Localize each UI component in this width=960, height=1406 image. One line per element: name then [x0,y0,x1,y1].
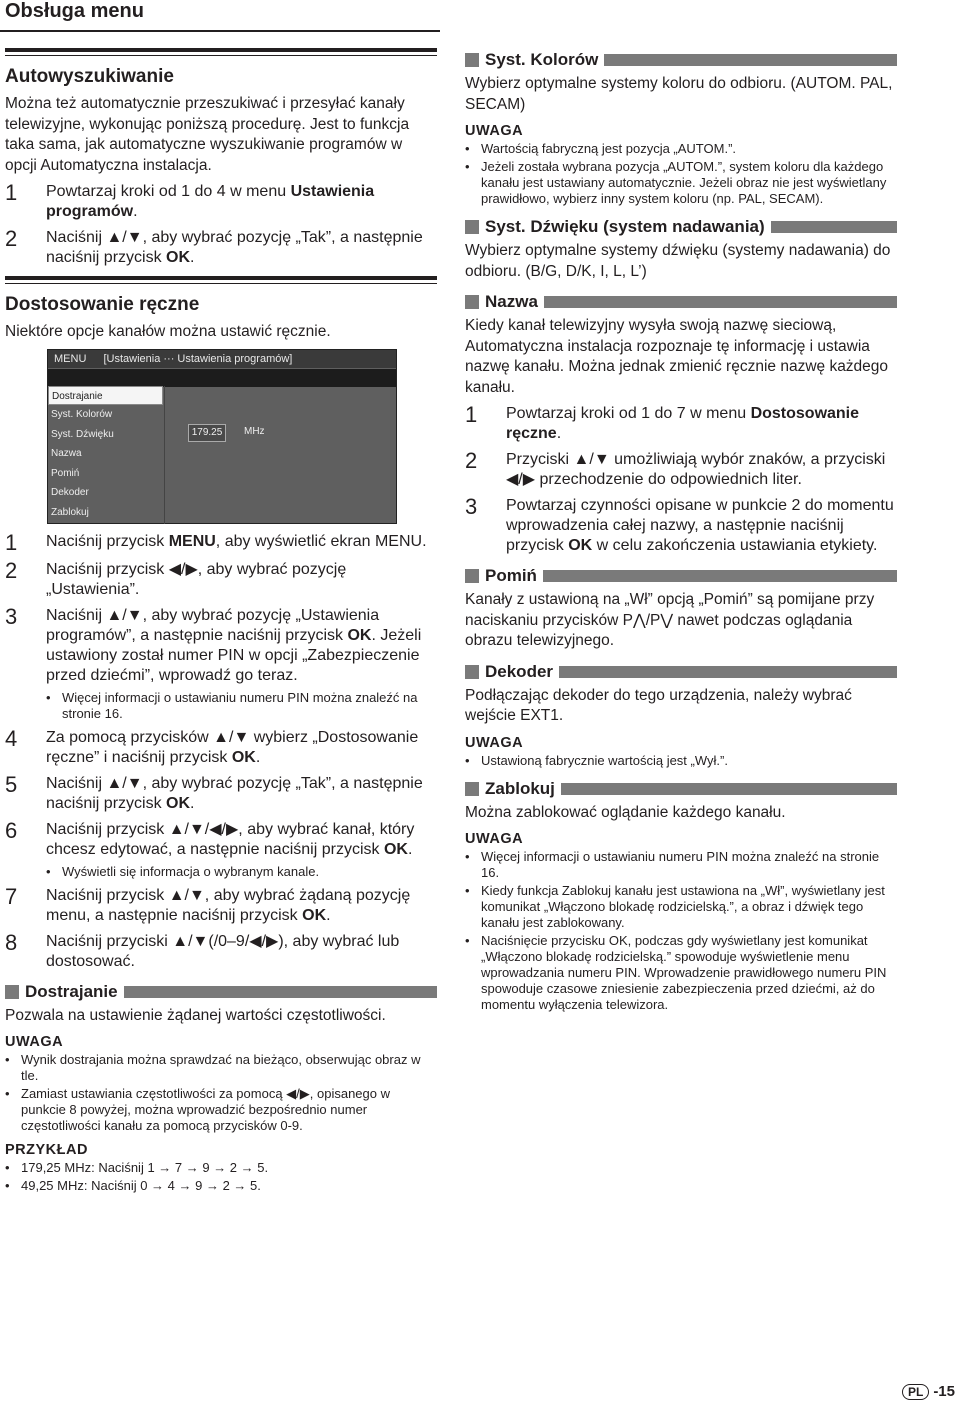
menu-header-band [48,369,396,387]
autowyszukiwanie-intro: Można też automatycznie przeszukiwać i przesyłać kanały telewizyjne, wykonując poniższą procedurę. Jest to funkcja taka sama, jak automatyczne wyszukiwanie programów w opcji Automatyczna instalacja. [5,95,410,174]
section-label: Pomiń [485,566,537,585]
section-label: Dekoder [485,661,554,681]
section-label: Syst. Dźwięku (system nadawania) [485,217,765,236]
step-bold: OK [383,840,408,858]
section-dostrajanie [5,982,437,1002]
autowyszukiwanie-steps [5,182,437,268]
section-rule [5,276,437,284]
step-number: 4 [5,725,18,751]
title-rule [0,30,440,32]
menu-divider [164,386,165,524]
nazwa-intro: Kiedy kanał telewizyjny wysyła swoją nazwę sieciową, Automatyczna instalacja rozpoznaje tę informację i ustawia nazwę kanału. Można jednak zmienić ręcznie nazwę każdego kanału. [465,317,889,396]
step-text: Naciśnij przycisk ◀/▶, aby wybrać pozycję „Ustawienia”. [46,560,347,598]
page-number-text: -15 [933,1383,955,1400]
step-number: 5 [5,771,18,797]
section-bar [561,783,897,795]
menu-item: Nazwa [51,448,82,459]
bullet-dot: • [5,1086,10,1101]
bullet-dot: • [5,1160,10,1175]
dzwiek-intro: Wybierz optymalne systemy dźwięku (systemy nadawania) do odbioru. (B/G, D/K, I, L, L’) [465,242,891,280]
section-square-icon [465,569,479,583]
zablokuj-notes [465,849,897,1013]
step-number: 1 [5,529,18,555]
menu-label: MENU [54,352,87,365]
note-heading: UWAGA [465,734,524,751]
note-text: Jeżeli została wybrana pozycja „AUTOM.”, system koloru dla każdego kanału jest ustawiany automatycznie. Jeżeli obraz nie jest wyświetlany prawidłowo, wybierz inny system koloru (np. PAL, SECAM). [481,159,887,206]
section-rule [5,48,437,56]
zablokuj-intro: Można zablokować oglądanie każdego kanału. [465,803,786,821]
section-bar [543,570,897,582]
step-bold: Dostosowanie ręczne [506,405,860,442]
note-heading: UWAGA [465,123,524,139]
step-item [5,725,437,768]
step-item [465,450,897,490]
step-bold: OK [347,626,372,644]
section-dekoder [465,662,897,682]
note-heading: UWAGA [5,1034,64,1050]
step-text: Powtarzaj kroki od 1 do 7 w menu Dostosowanie ręczne. [506,405,860,442]
bullet-dot: • [46,863,51,879]
bullet-dot: • [465,141,470,156]
section-bar [544,296,897,308]
step-number: 2 [5,557,18,583]
step-number: 2 [465,448,478,473]
step-number: 3 [5,603,18,629]
menu-item: Pomiń [51,467,80,479]
note-text: Wyświetli się informacja o wybranym kanale. [62,863,320,879]
step-text: Przyciski ▲/▼ umożliwiają wybór znaków, a przyciski ◀/▶ przechodzenie do odpowiednich liter. [506,451,886,488]
step-item [5,929,437,972]
dekoder-notes [465,753,897,769]
step-text: Naciśnij przyciski ▲/▼(/0–9/◀/▶), aby wybrać lub dostosować. [46,932,400,970]
frequency-unit: MHz [244,425,265,437]
section-square-icon [5,985,19,999]
step-bold: OK [166,794,191,812]
section-bar [771,221,897,233]
step-number: 8 [5,929,18,955]
step-text: Naciśnij ▲/▼, aby wybrać pozycję „Ustawienia programów”, a następnie naciśnij przycisk OK. Jeżeli ustawiony został numer PIN w opcji „Zabezpieczenie przed dziećmi”, wprowadź go teraz. [46,606,422,684]
note-text: Więcej informacji o ustawianiu numeru PIN można znaleźć na stronie 16. [481,849,880,880]
step-bold: OK [568,537,593,554]
note-text: Wartością fabryczną jest pozycja „AUTOM.”. [481,141,737,156]
step-bold: Ustawienia programów [46,183,375,220]
section-nazwa [465,292,897,312]
menu-item: Dostrajanie [48,386,163,406]
menu-top-bar [48,350,396,368]
page-title: Obsługa menu [5,0,144,22]
step-bold: OK [231,748,256,766]
step-item [5,771,437,814]
dekoder-intro: Podłączając dekoder do tego urządzenia, należy wybrać wejście EXT1. [465,686,852,724]
section-bar [124,986,437,998]
step-number: 1 [5,180,18,205]
step-bold: OK [302,906,327,924]
section-square-icon [465,782,479,796]
note-item [5,1086,437,1134]
note-item [465,159,897,207]
note-text: Wynik dostrajania można sprawdzać na bieżąco, obserwując obraz w tle. [21,1052,421,1083]
dostrajanie-notes [5,1052,437,1134]
bullet-dot: • [5,1178,10,1193]
left-column [5,48,437,1196]
section-pomin [465,566,897,586]
section-zablokuj [465,779,897,799]
note-item [5,1160,437,1176]
section-square-icon [465,53,479,67]
dostrajanie-examples [5,1160,437,1194]
step-item [5,228,437,268]
section-heading-autowyszukiwanie: Autowyszukiwanie [5,66,174,87]
note-text: Więcej informacji o ustawianiu numeru PIN można znaleźć na stronie 16. [62,689,418,721]
step-bold: MENU [168,532,216,550]
step-text: Naciśnij ▲/▼, aby wybrać pozycję „Tak”, a następnie naciśnij przycisk OK. [46,229,423,266]
step-item [5,182,437,222]
section-heading-dostosowanie: Dostosowanie ręczne [5,294,200,315]
section-label: Syst. Kolorów [485,50,599,69]
tv-menu-screenshot [47,349,397,524]
page-number [902,1383,955,1400]
note-item [465,141,897,157]
dostrajanie-intro: Pozwala na ustawienie żądanej wartości częstotliwości. [5,1006,386,1024]
kolory-intro: Wybierz optymalne systemy koloru do odbioru. (AUTOM. PAL, SECAM) [465,75,893,113]
step-note [5,690,437,722]
menu-item-list [48,386,163,523]
step-note [5,864,437,880]
section-kolory [465,50,897,70]
nazwa-steps [465,404,897,556]
step-item [465,404,897,444]
kolory-notes [465,141,897,207]
note-item [465,883,897,931]
menu-item: Syst. Dźwięku [51,428,114,440]
frequency-value: 179.25 [188,424,226,442]
bullet-dot: • [465,159,470,174]
step-item [465,496,897,556]
bullet-dot: • [465,883,470,898]
note-item [465,753,897,769]
dostosowanie-intro: Niektóre opcje kanałów można ustawić ręcznie. [5,323,331,340]
language-badge: PL [902,1384,929,1400]
bullet-dot: • [465,752,470,768]
note-heading: UWAGA [465,831,524,847]
section-label: Dostrajanie [25,981,118,1001]
section-bar [559,666,897,678]
menu-item: Dekoder [51,487,89,498]
note-text: Ustawioną fabrycznie wartością jest „Wył.”. [481,752,728,768]
note-item [465,933,897,1013]
section-label: Zablokuj [485,778,555,798]
dostosowanie-steps [5,529,437,972]
note-item [5,1052,437,1084]
step-number: 7 [5,883,18,909]
step-text: Powtarzaj czynności opisane w punkcie 2 do momentu wprowadzenia całej nazwy, a następnie naciśnij przycisk OK w celu zakończenia ustawiania etykiety. [506,497,894,554]
menu-item: Syst. Kolorów [51,409,113,420]
note-item [5,1178,437,1194]
step-item [5,883,437,926]
section-label: Nazwa [485,292,538,311]
step-text: Naciśnij przycisk MENU, aby wyświetlić ekran MENU. [46,532,427,550]
pomin-intro: Kanały z ustawioną na „Wł” opcją „Pomiń” są pomijane przy naciskaniu przycisków P⋀/P⋁ nawet podczas oglądania obrazu telewizyjnego. [465,591,875,649]
step-number: 2 [5,226,18,251]
step-text: Powtarzaj kroki od 1 do 4 w menu Ustawienia programów. [46,183,375,220]
step-number: 3 [465,494,478,519]
step-item [5,529,437,555]
section-square-icon [465,665,479,679]
step-number: 6 [5,817,18,843]
bullet-dot: • [5,1052,10,1067]
note-text: 179,25 MHz: Naciśnij 1 → 7 → 9 → 2 → 5. [21,1160,269,1175]
section-dzwiek [465,217,897,237]
section-square-icon [465,220,479,234]
right-column [465,48,897,1015]
bullet-dot: • [465,849,470,864]
note-text: 49,25 MHz: Naciśnij 0 → 4 → 9 → 2 → 5. [21,1178,261,1193]
note-text: Kiedy funkcja Zablokuj kanału jest ustawiona na „Wł”, wyświetlany jest komunikat „Włączono blokadę rodzicielską.”, a obraz i dźwięk tego kanału jest zablokowany. [481,883,885,930]
step-text: Za pomocą przycisków ▲/▼ wybierz „Dostosowanie ręczne” i naciśnij przycisk OK. [46,728,419,766]
note-text: Zamiast ustawiania częstotliwości za pomocą ◀/▶, opisanego w punkcie 8 powyżej, można wprowadzić bezpośrednio numer częstotliwości kanału za pomocą przycisków 0-9. [21,1086,390,1133]
example-heading: PRZYKŁAD [5,1142,88,1158]
step-text: Naciśnij ▲/▼, aby wybrać pozycję „Tak”, a następnie naciśnij przycisk OK. [46,774,423,812]
step-text: Naciśnij przycisk ▲/▼, aby wybrać żądaną pozycję menu, a następnie naciśnij przycisk OK. [46,886,411,924]
step-item [5,557,437,600]
step-item [5,603,437,686]
step-item [5,817,437,860]
section-square-icon [465,295,479,309]
step-text: Naciśnij przycisk ▲/▼/◀/▶, aby wybrać kanał, który chcesz edytować, a następnie naciśnij przycisk OK. [46,820,415,858]
note-text: Naciśnięcie przycisku OK, podczas gdy wyświetlany jest komunikat „Włączono blokadę rodzicielską.” spowoduje wyświetlenie menu wprowadzania numeru PIN. Wprowadzenie prawidłowego numeru PIN spowoduje czasowe zniesienie zabezpieczenia przed dziećmi, aż do momentu wyłączenia telewizora. [481,933,887,1012]
menu-path: [Ustawienia ··· Ustawienia programów] [103,352,293,365]
menu-item: Zablokuj [51,506,89,518]
step-number: 1 [465,402,478,427]
step-bold: OK [166,249,191,266]
section-bar [604,54,897,66]
bullet-dot: • [465,933,470,948]
bullet-dot: • [46,689,51,705]
note-item [465,849,897,881]
